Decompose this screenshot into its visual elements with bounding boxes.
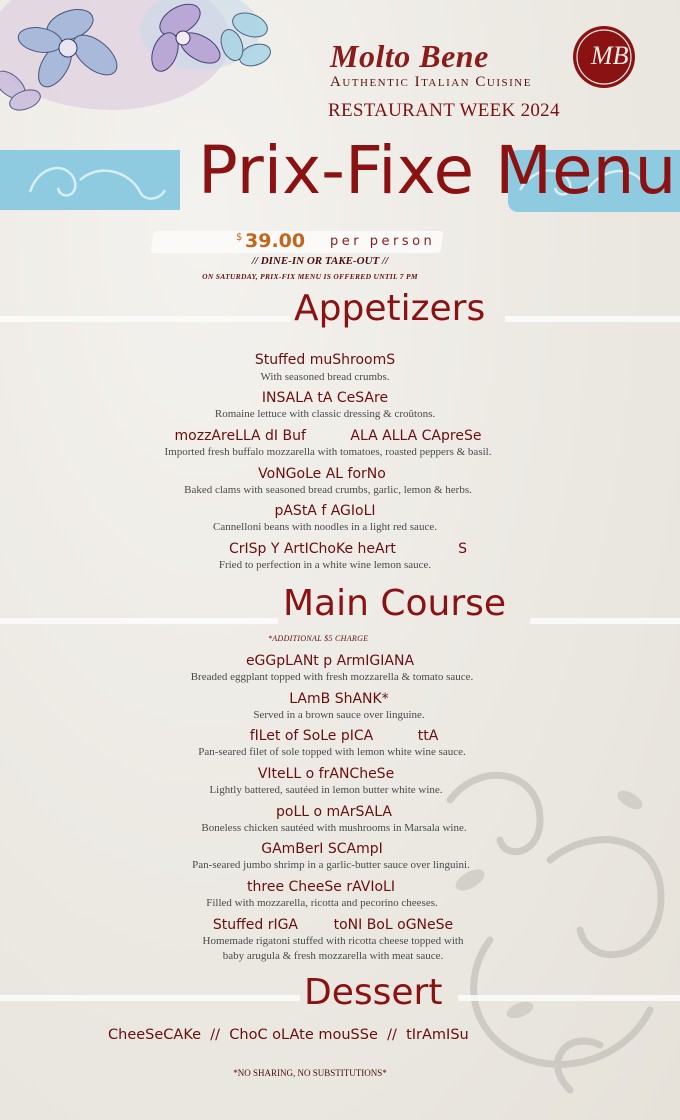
- saturday-note: ON SATURDAY, PRIX-FIX MENU IS OFFERED UNTIL 7 PM: [202, 272, 418, 281]
- menu-headline: Prix-Fixe Menu: [198, 132, 677, 209]
- brand-tagline: Authentic Italian Cuisine: [330, 74, 532, 90]
- flowers-illustration: [0, 0, 290, 120]
- main-course-desc: Boneless chicken sautéed with mushrooms in Marsala wine.: [201, 822, 467, 834]
- section-rule-left: [0, 316, 290, 322]
- price-currency: $: [236, 232, 243, 243]
- footer-note: *NO SHARING, NO SUBSTITUTIONS*: [233, 1068, 387, 1078]
- section-rule-right: [505, 316, 680, 322]
- brand-logo: [571, 24, 637, 90]
- dessert-separator: //: [210, 1027, 221, 1043]
- appetizer-name: mozzAreLLA dI Buf ALA ALLA CApreSe: [174, 428, 482, 444]
- appetizer-desc: With seasoned bread crumbs.: [260, 371, 390, 383]
- main-course-desc: Filled with mozzarella, ricotta and pecorino cheeses.: [206, 897, 438, 909]
- dessert-list: [108, 1027, 469, 1043]
- main-course-name: eGGpLANt p ArmIGIANA: [245, 653, 415, 669]
- main-course-desc: Breaded eggplant topped with fresh mozzarella & tomato sauce.: [190, 671, 474, 683]
- main-course-heading: Main Course: [283, 583, 507, 624]
- main-course-name: GAmBerI SCAmpI: [261, 841, 383, 857]
- price-amount: 39.00: [245, 230, 306, 252]
- appetizer-desc: Fried to perfection in a white wine lemon sauce.: [218, 559, 432, 571]
- main-course-desc: Served in a brown sauce over linguine.: [253, 709, 425, 721]
- main-course-name: Stuffed rIGA toNI BoL oGNeSe: [212, 917, 454, 933]
- appetizer-name: Stuffed muShroomS: [254, 352, 396, 368]
- dessert-item: CheeSeCAKe: [108, 1027, 202, 1043]
- brand-name: Molto Bene: [330, 38, 489, 74]
- appetizer-desc: Romaine lettuce with classic dressing & croûtons.: [214, 408, 436, 420]
- appetizers-heading: Appetizers: [294, 288, 486, 329]
- logo-initial-m: MB: [591, 41, 629, 70]
- event-title: RESTAURANT WEEK 2024: [328, 100, 560, 121]
- main-course-desc: Pan-seared filet of sole topped with lemon white wine sauce.: [198, 746, 466, 758]
- dessert-item: ChoC oLAte mouSSe: [229, 1027, 378, 1043]
- section-rule-left: [0, 618, 278, 624]
- price-per-person: per person: [330, 234, 436, 249]
- section-rule-right: [458, 995, 680, 1001]
- dessert-separator: //: [387, 1027, 397, 1043]
- swirl-ornament-left: [20, 152, 170, 208]
- appetizer-desc: Imported fresh buffalo mozzarella with tomatoes, roasted peppers & basil.: [164, 446, 492, 458]
- main-course-name: VIteLL o frANCheSe: [257, 766, 395, 782]
- main-course-name: poLL o mArSALA: [276, 804, 392, 820]
- additional-charge-note: *ADDITIONAL $5 CHARGE: [268, 634, 369, 643]
- main-course-name: LAmB ShANK*: [289, 691, 389, 707]
- section-rule-right: [530, 618, 680, 624]
- appetizer-desc: Cannelloni beans with noodles in a light red sauce.: [213, 521, 437, 533]
- service-note: // DINE-IN OR TAKE-OUT //: [251, 255, 389, 267]
- dessert-item: tIrAmISu: [406, 1027, 469, 1043]
- main-course-desc: Pan-seared jumbo shrimp in a garlic-butter sauce over linguini.: [192, 859, 470, 871]
- main-course-desc-line2: baby arugula & fresh mozzarella with meat sauce.: [222, 950, 444, 962]
- main-course-name: three CheeSe rAVIoLI: [247, 879, 395, 895]
- main-course-name: fILet of SoLe pICA ttA: [249, 728, 439, 744]
- main-course-desc: Lightly battered, sautéed in lemon butter white wine.: [209, 784, 443, 796]
- appetizer-name: CrISp Y ArtIChoKe heArt S: [228, 541, 468, 557]
- appetizer-name: VoNGoLe AL forNo: [258, 466, 386, 482]
- appetizer-name: pAStA f AGIoLI: [274, 503, 376, 519]
- appetizer-desc: Baked clams with seasoned bread crumbs, garlic, lemon & herbs.: [184, 484, 472, 496]
- main-course-desc: Homemade rigatoni stuffed with ricotta cheese topped with: [202, 935, 464, 947]
- dessert-heading: Dessert: [304, 972, 443, 1013]
- section-rule-left: [0, 995, 300, 1001]
- appetizer-name: INSALA tA CeSAre: [261, 390, 389, 406]
